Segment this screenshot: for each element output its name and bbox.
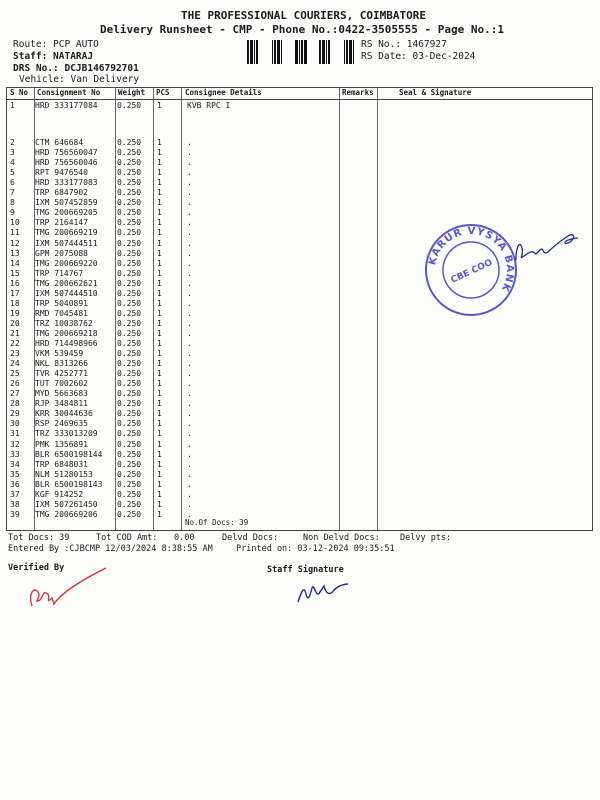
- row-pcs: 1: [157, 399, 162, 409]
- row-consignment-no: NKL 8313266: [35, 359, 88, 369]
- row-pcs: 1: [157, 479, 162, 489]
- bank-stamp: [423, 222, 519, 318]
- row-sno: 33: [10, 449, 20, 459]
- row-consignee-dot: .: [187, 349, 192, 359]
- row-weight: 0.250: [117, 359, 142, 369]
- row-sno: 24: [10, 359, 20, 369]
- row-pcs: 1: [157, 349, 162, 359]
- stamp-ring-text: KARUR VYSYA BANK: [427, 225, 516, 294]
- row-weight: 0.250: [117, 138, 142, 147]
- row-consignment-no: MYD 5663683: [35, 389, 88, 399]
- row-weight: 0.250: [117, 148, 142, 158]
- row-sno: 8: [10, 198, 15, 208]
- row-sno: 31: [10, 429, 20, 439]
- table-row: [7, 329, 592, 339]
- row-sno: 39: [10, 509, 20, 519]
- table-row: [7, 188, 592, 198]
- row-weight: 0.250: [117, 218, 142, 228]
- barcode: [241, 40, 357, 64]
- row-weight: 0.250: [117, 188, 142, 198]
- table-row: [7, 440, 592, 450]
- row-sno: 37: [10, 489, 20, 499]
- row-consignment-no: KRR 30044636: [35, 409, 93, 419]
- row-pcs: 1: [157, 419, 162, 429]
- table-row: [7, 349, 592, 359]
- row-consignee-dot: .: [187, 288, 192, 298]
- row-consignment-no: VKM 539459: [35, 349, 84, 359]
- row-weight: 0.250: [117, 178, 142, 188]
- row-weight: 0.250: [117, 399, 142, 409]
- row-pcs: 1: [157, 208, 162, 218]
- row-sno: 35: [10, 469, 20, 479]
- row-pcs: 1: [157, 339, 162, 348]
- row-consignment-no: TRZ 10038762: [35, 318, 93, 328]
- row-sno: 18: [10, 298, 20, 308]
- row-sno: 15: [10, 268, 20, 278]
- row-pcs: 1: [157, 359, 162, 369]
- row-sno: 9: [10, 208, 15, 218]
- row-consignee-dot: .: [187, 499, 192, 509]
- row-consignment-no: RPT 9476540: [35, 168, 88, 178]
- row-consignment-no: TMG 200669220: [35, 258, 98, 268]
- row-pcs: 1: [157, 148, 162, 158]
- row-consignee-dot: .: [187, 158, 192, 168]
- row-weight: 0.250: [117, 459, 142, 469]
- row-weight: 0.250: [117, 248, 142, 258]
- row-consignment-no: TVR 4252771: [35, 369, 88, 379]
- row-consignment-no: TRZ 333013209: [35, 429, 98, 439]
- row-consignment-no: BLR 6500198144: [35, 449, 103, 459]
- row-consignment-no: RSP 2469635: [35, 419, 88, 429]
- table-row: [7, 138, 592, 148]
- row-weight: 0.250: [117, 198, 142, 208]
- row-sno: 21: [10, 328, 20, 338]
- table-row: [7, 178, 592, 188]
- rs-number: RS No.: 1467927: [361, 39, 447, 50]
- row-sno: 38: [10, 499, 20, 509]
- delivery-points: Delvy pts:: [400, 533, 452, 543]
- row-sno: 7: [10, 188, 15, 198]
- row-consignee-dot: .: [187, 328, 192, 338]
- row-sno: 2: [10, 138, 15, 147]
- row-sno: 17: [10, 288, 20, 298]
- non-delivered-docs: Non Delvd Docs:: [303, 533, 380, 543]
- row-pcs: 1: [157, 379, 162, 389]
- row-weight: 0.250: [117, 101, 142, 110]
- row-weight: 0.250: [117, 429, 142, 439]
- row-consignment-no: PMK 1356891: [35, 439, 88, 449]
- row-consignee-dot: .: [187, 379, 192, 389]
- row-sno: 20: [10, 318, 20, 328]
- table-row: [7, 419, 592, 429]
- header-weight: Weight: [118, 88, 146, 97]
- row-sno: 25: [10, 369, 20, 379]
- row-consignee-dot: .: [187, 258, 192, 268]
- row-consignee-dot: .: [187, 238, 192, 248]
- row-consignment-no: IXM 507444511: [35, 238, 98, 248]
- runsheet-title: Delivery Runsheet - CMP - Phone No.:0422-3505555 - Page No.:1: [100, 23, 504, 36]
- row-consignment-no: KGF 914252: [35, 489, 84, 499]
- table-row: [7, 339, 592, 349]
- row-consignee-dot: .: [187, 389, 192, 399]
- row-consignee-dot: .: [187, 318, 192, 328]
- row-pcs: 1: [157, 459, 162, 469]
- table-row: [7, 510, 592, 520]
- row-weight: 0.250: [117, 339, 142, 348]
- row-sno: 1: [10, 101, 15, 110]
- drs-number: DRS No.: DCJB146792701: [13, 63, 139, 74]
- row-consignment-no: TUT 7002602: [35, 379, 88, 389]
- row-consignee-dot: .: [187, 449, 192, 459]
- vehicle-label: Vehicle: Van Delivery: [19, 74, 140, 85]
- row-consignee-dot: .: [187, 218, 192, 228]
- row-pcs: 1: [157, 238, 162, 248]
- row-weight: 0.250: [117, 238, 142, 248]
- row-consignee-dot: .: [187, 298, 192, 308]
- row-consignment-no: HRD 333177084: [35, 101, 98, 110]
- row-sno: 5: [10, 168, 15, 178]
- row-pcs: 1: [157, 389, 162, 399]
- row-consignment-no: TMG 200669218: [35, 328, 98, 338]
- row-consignee-dot: .: [187, 208, 192, 218]
- route-label: Route: PCP AUTO: [13, 39, 99, 50]
- row-weight: 0.250: [117, 479, 142, 489]
- row-pcs: 1: [157, 499, 162, 509]
- row-pcs: 1: [157, 228, 162, 238]
- row-pcs: 1: [157, 168, 162, 178]
- row-weight: 0.250: [117, 208, 142, 218]
- row-consignment-no: IXM 507444510: [35, 288, 98, 298]
- header-seal-signature: Seal & Signature: [399, 88, 472, 97]
- row-weight: 0.250: [117, 469, 142, 479]
- row-consignee: KVB RPC I: [187, 101, 231, 110]
- row-pcs: 1: [157, 101, 162, 110]
- row-pcs: 1: [157, 178, 162, 188]
- row-consignee-dot: .: [187, 399, 192, 409]
- row-consignee-dot: .: [187, 369, 192, 379]
- row-sno: 32: [10, 439, 20, 449]
- header-consignee: Consignee Details: [185, 88, 262, 97]
- row-consignment-no: IXM 507452859: [35, 198, 98, 208]
- staff-label: Staff: NATARAJ: [13, 51, 94, 62]
- row-sno: 4: [10, 158, 15, 168]
- row-weight: 0.250: [117, 439, 142, 449]
- row-weight: 0.250: [117, 298, 142, 308]
- printed-on: Printed on: 03-12-2024 09:35:51: [236, 544, 395, 554]
- company-title: THE PROFESSIONAL COURIERS, COIMBATORE: [181, 9, 427, 22]
- row-weight: 0.250: [117, 389, 142, 399]
- stamp-center-text: CBE COO: [449, 257, 495, 286]
- row-consignee-dot: .: [187, 409, 192, 419]
- row-consignee-dot: .: [187, 168, 192, 178]
- row-consignment-no: CTM 646684: [35, 138, 84, 147]
- row-weight: 0.250: [117, 369, 142, 379]
- row-sno: 6: [10, 178, 15, 188]
- table-row: [7, 319, 592, 329]
- row-consignee-dot: .: [187, 228, 192, 238]
- row-consignment-no: IXM 507261450: [35, 499, 98, 509]
- row-consignment-no: TMG 200669205: [35, 208, 98, 218]
- row-consignment-no: TRP 2164147: [35, 218, 88, 228]
- receiver-signature: [512, 226, 582, 266]
- header-pcs: PCS: [156, 88, 170, 97]
- row-consignee-dot: .: [187, 459, 192, 469]
- row-pcs: 1: [157, 218, 162, 228]
- row-pcs: 1: [157, 198, 162, 208]
- row-sno: 14: [10, 258, 20, 268]
- row-weight: 0.250: [117, 328, 142, 338]
- row-consignment-no: TRP 5040891: [35, 298, 88, 308]
- row-consignment-no: RMD 7045481: [35, 308, 88, 318]
- row-sno: 13: [10, 248, 20, 258]
- table-row: [7, 101, 592, 111]
- row-weight: 0.250: [117, 228, 142, 238]
- row-consignee-dot: .: [187, 178, 192, 188]
- row-pcs: 1: [157, 318, 162, 328]
- row-consignee-dot: .: [187, 138, 192, 147]
- row-weight: 0.250: [117, 278, 142, 288]
- total-cod-label: Tot COD Amt:: [96, 533, 158, 543]
- row-consignee-dot: .: [187, 339, 192, 348]
- table-row: [7, 379, 592, 389]
- row-weight: 0.250: [117, 419, 142, 429]
- row-pcs: 1: [157, 489, 162, 499]
- row-consignee-dot: .: [187, 509, 192, 519]
- table-row: [7, 148, 592, 158]
- staff-signature: [294, 576, 350, 606]
- table-row: [7, 480, 592, 490]
- row-consignment-no: TMG 200662621: [35, 278, 98, 288]
- row-sno: 3: [10, 148, 15, 158]
- row-pcs: 1: [157, 509, 162, 519]
- row-sno: 23: [10, 349, 20, 359]
- row-sno: 26: [10, 379, 20, 389]
- row-consignee-dot: .: [187, 268, 192, 278]
- delivered-docs: Delvd Docs:: [222, 533, 279, 543]
- row-consignee-dot: .: [187, 198, 192, 208]
- row-consignment-no: HRD 714498966: [35, 339, 98, 348]
- table-row: [7, 399, 592, 409]
- row-weight: 0.250: [117, 499, 142, 509]
- row-pcs: 1: [157, 308, 162, 318]
- verified-by-label: Verified By: [8, 563, 65, 573]
- total-cod-amount: 0.00: [174, 533, 195, 543]
- total-docs: Tot Docs: 39: [8, 533, 70, 543]
- row-pcs: 1: [157, 429, 162, 439]
- row-sno: 34: [10, 459, 20, 469]
- entered-by: Entered By :CJBCMP 12/03/2024 8:38:55 AM: [8, 544, 213, 554]
- row-weight: 0.250: [117, 258, 142, 268]
- row-pcs: 1: [157, 268, 162, 278]
- row-weight: 0.250: [117, 509, 142, 519]
- row-weight: 0.250: [117, 268, 142, 278]
- row-consignee-dot: .: [187, 489, 192, 499]
- verifier-signature: [22, 560, 114, 612]
- row-consignment-no: TRP 6848031: [35, 459, 88, 469]
- row-sno: 28: [10, 399, 20, 409]
- table-row: [7, 208, 592, 218]
- row-consignment-no: GPM 2075088: [35, 248, 88, 258]
- row-consignment-no: TRP 6847902: [35, 188, 88, 198]
- row-sno: 29: [10, 409, 20, 419]
- table-row: [7, 389, 592, 399]
- row-pcs: 1: [157, 409, 162, 419]
- row-sno: 22: [10, 339, 20, 348]
- header-sno: S No: [10, 88, 29, 97]
- rs-date: RS Date: 03-Dec-2024: [361, 51, 476, 62]
- table-row: [7, 429, 592, 439]
- table-row: [7, 500, 592, 510]
- no-of-docs: No.Of Docs: 39: [185, 518, 249, 527]
- row-consignee-dot: .: [187, 188, 192, 198]
- row-pcs: 1: [157, 258, 162, 268]
- row-pcs: 1: [157, 449, 162, 459]
- row-sno: 19: [10, 308, 20, 318]
- row-pcs: 1: [157, 158, 162, 168]
- row-sno: 30: [10, 419, 20, 429]
- row-consignee-dot: .: [187, 359, 192, 369]
- table-row: [7, 158, 592, 168]
- table-row: [7, 198, 592, 208]
- row-consignment-no: BLR 6500198143: [35, 479, 103, 489]
- row-weight: 0.250: [117, 318, 142, 328]
- row-consignee-dot: .: [187, 148, 192, 158]
- header-consignment: Consignment No: [37, 88, 101, 97]
- row-sno: 36: [10, 479, 20, 489]
- row-pcs: 1: [157, 188, 162, 198]
- row-weight: 0.250: [117, 409, 142, 419]
- row-consignee-dot: .: [187, 419, 192, 429]
- row-weight: 0.250: [117, 489, 142, 499]
- row-weight: 0.250: [117, 349, 142, 359]
- row-consignment-no: TRP 714767: [35, 268, 84, 278]
- row-weight: 0.250: [117, 308, 142, 318]
- table-row: [7, 450, 592, 460]
- row-consignee-dot: .: [187, 278, 192, 288]
- row-weight: 0.250: [117, 158, 142, 168]
- row-consignment-no: RJP 3484811: [35, 399, 88, 409]
- table-row: [7, 460, 592, 470]
- row-weight: 0.250: [117, 379, 142, 389]
- row-consignee-dot: .: [187, 439, 192, 449]
- table-row: [7, 168, 592, 178]
- row-consignee-dot: .: [187, 308, 192, 318]
- row-pcs: 1: [157, 328, 162, 338]
- row-consignment-no: HRD 333177083: [35, 178, 98, 188]
- row-consignment-no: NLM 51280153: [35, 469, 93, 479]
- staff-signature-label: Staff Signature: [267, 565, 344, 575]
- row-pcs: 1: [157, 288, 162, 298]
- row-pcs: 1: [157, 138, 162, 147]
- row-consignment-no: HRD 756560047: [35, 148, 98, 158]
- row-consignee-dot: .: [187, 479, 192, 489]
- row-pcs: 1: [157, 298, 162, 308]
- row-sno: 11: [10, 228, 20, 238]
- row-consignment-no: TMG 200669219: [35, 228, 98, 238]
- row-weight: 0.250: [117, 449, 142, 459]
- row-pcs: 1: [157, 469, 162, 479]
- row-sno: 27: [10, 389, 20, 399]
- header-remarks: Remarks: [342, 88, 374, 97]
- row-consignment-no: TMG 200669206: [35, 509, 98, 519]
- table-row: [7, 490, 592, 500]
- row-weight: 0.250: [117, 288, 142, 298]
- row-sno: 12: [10, 238, 20, 248]
- row-consignment-no: HRD 756560046: [35, 158, 98, 168]
- table-row: [7, 470, 592, 480]
- row-weight: 0.250: [117, 168, 142, 178]
- row-pcs: 1: [157, 278, 162, 288]
- row-sno: 16: [10, 278, 20, 288]
- row-pcs: 1: [157, 369, 162, 379]
- table-row: [7, 369, 592, 379]
- table-row: [7, 409, 592, 419]
- row-consignee-dot: .: [187, 469, 192, 479]
- row-pcs: 1: [157, 439, 162, 449]
- row-sno: 10: [10, 218, 20, 228]
- row-consignee-dot: .: [187, 248, 192, 258]
- table-row: [7, 359, 592, 369]
- row-pcs: 1: [157, 248, 162, 258]
- row-consignee-dot: .: [187, 429, 192, 439]
